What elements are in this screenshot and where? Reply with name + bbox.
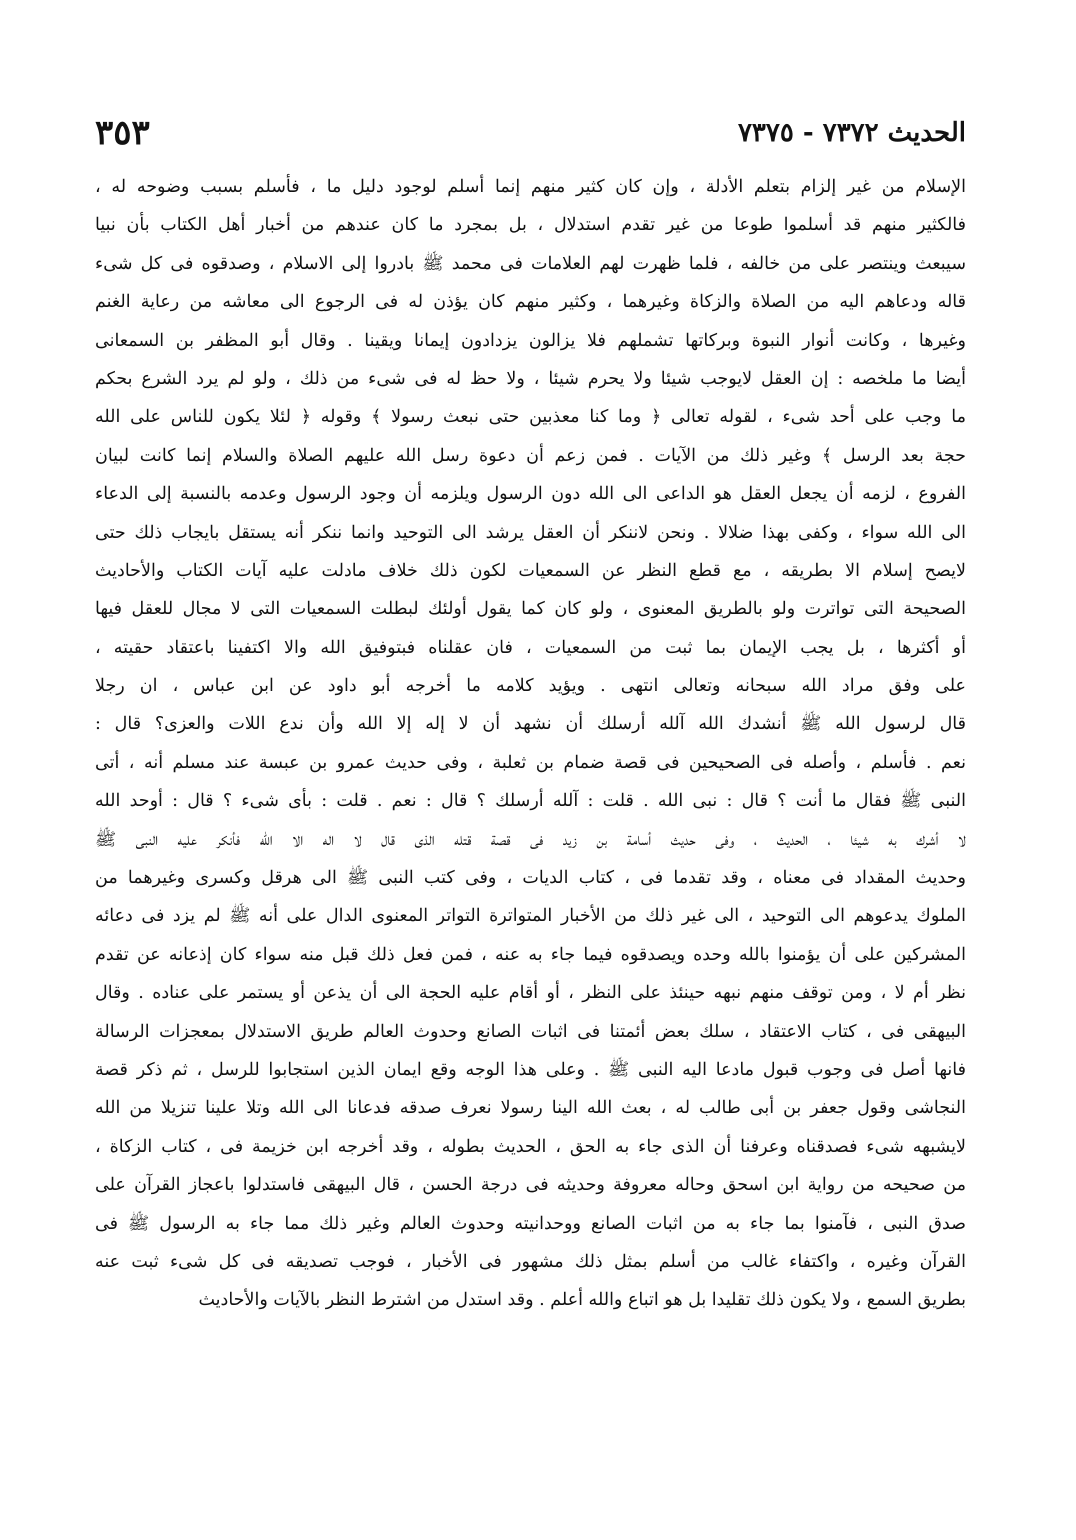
text-line: القرآن وغيره ، واكتفاء غالب من أسلم بمثل ذلك مشهور فى الأخبار ، فوجب تصديقه فى كل شىء ثبت عنه xyxy=(95,1251,966,1272)
text-line: بطريق السمع ، ولا يكون ذلك تقليدا بل هو اتباع والله أعلم . وقد استدل من اشترط النظر بالآيات والأحاديث xyxy=(198,1290,966,1311)
text-line: نعم . فأسلم ، وأصله فى الصحيحين فى قصة ضمام بن ثعلبة ، وفى حديث عمرو بن عبسة عند مسلم أنه ، أتى xyxy=(95,752,966,773)
text-line: لايصح إسلام الا بطريقه ، مع قطع النظر عن السمعيات لكون ذلك خلاف مادلت عليه آيات الكتاب والأحاديث xyxy=(95,560,966,581)
text-line: على وفق مراد الله سبحانه وتعالى انتهى . ويؤيد كلامه ما أخرجه أبو داود عن ابن عباس ، ان رجلا xyxy=(95,676,966,697)
text-line: قاله ودعاهم اليه من الصلاة والزكاة وغيرهما ، وكثير منهم كان يؤذن له فى الرجوع الى معاشه من رعاية الغنم xyxy=(95,292,966,313)
text-line: وحديث المقداد فى معناه ، وقد تقدما فى ، كتاب الديات ، وفى كتب النبى ﷺ الى هرقل وكسرى وغيرهما من xyxy=(95,868,966,889)
text-line: صدق النبى ، فآمنوا بما جاء به من اثبات الصانع ووحدانيته وحدوث العالم وغير ذلك مما جاء به الرسول ﷺ فى xyxy=(95,1213,966,1234)
text-line: النجاشى وقول جعفر بن أبى طالب له ، بعث الله الينا رسولا نعرف صدقه فدعانا الى الله وتلا علينا تنزيلا من الله xyxy=(95,1098,966,1119)
text-line: النبى ﷺ فقال ما أنت ؟ قال : نبى الله . قلت : آلله أرسلك ؟ قال : نعم . قلت : بأى شىء ؟ قال : أوحد الله xyxy=(95,791,966,812)
page-number: ٣٥٣ xyxy=(95,113,150,153)
text-line: ما وجب على أحد شىء ، لقوله تعالى ﴿ وما كنا معذبين حتى نبعث رسولا ﴾ وقوله ﴿ لئلا يكون للناس على الله xyxy=(95,407,966,428)
text-line: وغيرها ، وكانت أنوار النبوة وبركاتها تشملهم فلا يزالون يزدادون إيمانا ويقينا . وقال أبو المظفر بن السمعانى xyxy=(95,330,966,351)
text-line: الفروع ، لزمه أن يجعل العقل هو الداعى الى الله دون الرسول ويلزمه أن وجود الرسول وعدمه بالنسبة إلى الدعاء xyxy=(95,484,966,505)
text-line: الإسلام من غير إلزام بتعلم الأدلة ، وإن كان كثير منهم إنما أسلم لوجود دليل ما ، فأسلم بسبب وضوحه له ، xyxy=(95,177,966,197)
text-line: لايشبهه شىء فصدقناه وعرفنا أن الذى جاء به الحق ، الحديث بطوله ، وقد أخرجه ابن خزيمة فى ، كتاب الزكاة ، xyxy=(95,1136,966,1157)
page-header xyxy=(95,108,966,158)
body-text xyxy=(95,168,966,1498)
text-line: الملوك يدعوهم الى التوحيد ، الى غير ذلك من الأخبار المتواترة التواتر المعنوى الدال على أنه ﷺ لم يزد فى دعائه xyxy=(95,906,966,927)
text-line: حجة بعد الرسل ﴾ وغير ذلك من الآيات . فمن زعم أن دعوة رسل الله عليهم الصلاة والسلام إنما كانت لبيان xyxy=(95,445,966,466)
text-line: قال لرسول الله ﷺ أنشدك الله آلله أرسلك أن نشهد أن لا إله إلا الله وأن ندع اللات والعزى؟ قال : xyxy=(95,714,966,735)
text-line: أيضا ما ملخصه : إن العقل لايوجب شيئا ولا يحرم شيئا ، ولا حظ له فى شىء من ذلك ، ولو لم يرد الشرع بحكم xyxy=(95,368,966,389)
text-line: أو أكثرها ، بل يجب الإيمان بما ثبت من السمعيات ، فان عقلناه فبتوفيق الله والا اكتفينا باعتقاد حقيته ، xyxy=(95,637,966,658)
running-title: الحديث ٧٣٧٢ - ٧٣٧٥ xyxy=(737,118,966,148)
text-line: الى الله سواء ، وكفى بهذا ضلالا . ونحن لاننكر أن العقل يرشد الى التوحيد وانما ننكر أنه يستقل بايجاب ذلك حتى xyxy=(95,522,966,543)
text-line: فالكثير منهم قد أسلموا طوعا من غير تقدم استدلال ، بل بمجرد ما كان عندهم من أخبار أهل الكتاب بأن نبيا xyxy=(95,215,966,236)
text-line: نظر أم لا ، ومن توقف منهم نبهه حينئذ على النظر ، أو أقام عليه الحجة الى أن يذعن أو يستمر على عناده . وقال xyxy=(95,983,966,1004)
text-line: الصحيحة التى تواترت ولو بالطريق المعنوى ، ولو كان كما يقول أولئك لبطلت السمعيات التى لا مجال للعقل فيها xyxy=(95,599,966,620)
text-line: لا أشرك به شيئا ، الحديث ، وفى حديث أسامة بن زيد فى قصة قتله الذى قال لا اله الا الله فأنكر عليه النبى ﷺ xyxy=(95,829,966,850)
text-line: من صحيحه من رواية ابن اسحق وحاله معروفة وحديثه فى درجة الحسن ، قال البيهقى فاستدلوا باعجاز القرآن على xyxy=(95,1175,966,1196)
text-line: المشركين على أن يؤمنوا بالله وحده ويصدقوه فيما جاء به عنه ، فمن فعل ذلك قبل منه سواء كان إذعانه عن تقدم xyxy=(95,944,966,965)
text-line: فانها أصل فى وجوب قبول مادعا اليه النبى ﷺ . وعلى هذا الوجه وقع ايمان الذين استجابوا للرسل ، ثم ذكر قصة xyxy=(95,1059,966,1080)
text-line: سيبعث وينتصر على من خالفه ، فلما ظهرت لهم العلامات فى محمد ﷺ بادروا إلى الاسلام ، وصدقوه فى كل شىء xyxy=(95,253,966,274)
text-line: البيهقى فى ، كتاب الاعتقاد ، سلك بعض أئمتنا فى اثبات الصانع وحدوث العالم طريق الاستدلال بمعجزات الرسالة xyxy=(95,1021,966,1042)
